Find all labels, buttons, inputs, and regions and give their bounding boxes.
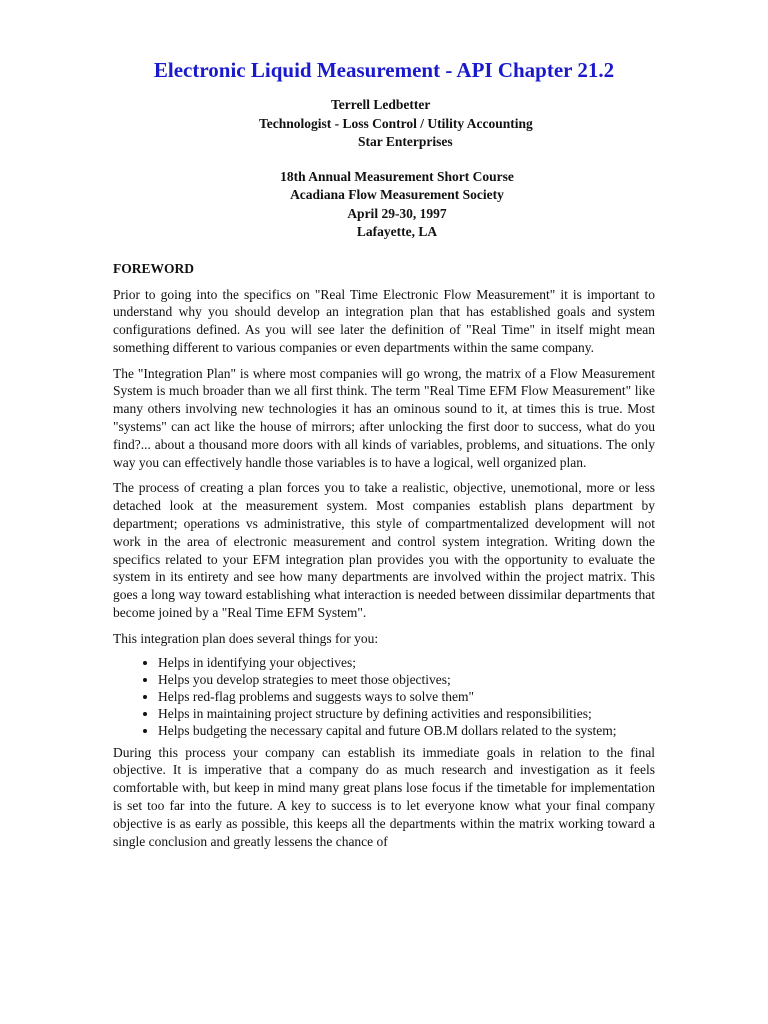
list-item: • Helps budgeting the necessary capital and future OB.M dollars related to the system; [158, 722, 655, 738]
closing-paragraph: During this process your company can establish its immediate goals in relation to the final objective. It is imperative that a company do as much research and investigation as it feels comfortable with, but keep in mind many great plans lose focus if the timetable for implementation is set too far into the future. A key to success is to let everyone know what your final company objective is as early as possible, this keeps all the departments within the matrix working toward a single conclusion and greatly lessens the chance of [113, 744, 655, 849]
paragraph-4: This integration plan does several things for you: [113, 630, 379, 646]
section-heading: FOREWORD [113, 260, 194, 276]
paragraph-2: The "Integration Plan" is where most companies will go wrong, the matrix of a Flow Measurement System is much broader than we all first think. The term "Real Time EFM Flow Measurement" like many others involving new technologies it has an ominous sound to it, at times this is true. Most "systems" can act like the house of mirrors; after unlocking the first door to success, what do you find?... about a thousand more doors with all kinds of variables, problems, and situations. The only way you can effectively handle those variables is to have a logical, well organized plan. [113, 365, 655, 470]
list-item: • Helps in identifying your objectives; [158, 654, 655, 671]
author-company: Star Enterprises [358, 134, 453, 149]
event-society: Acadiana Flow Measurement Society [290, 187, 504, 202]
paragraph-3: The process of creating a plan forces you to take a realistic, objective, unemotional, more or less detached look at the measurement system. Most companies establish plans department by department; operations vs administrative, this style of compartmentalized development will not work in the area of electronic measurement and control system integration. Writing down the specifics related to your EFM integration plan provides you with the opportunity to evaluate the system in its entirety and see how many departments are involved within the project matrix. This goes a long way toward establishing what interaction is needed between dissimilar departments that become joined by a "Real Time EFM System". [113, 480, 655, 621]
list-item: • Helps red-flag problems and suggests ways to solve them" [158, 688, 655, 705]
author-name: Terrell Ledbetter [331, 97, 431, 112]
list-item: • Helps in maintaining project structure by defining activities and responsibilities; [158, 705, 655, 722]
event-location: Lafayette, LA [356, 224, 438, 239]
author-block [113, 96, 655, 152]
document-title: Electronic Liquid Measurement - API Chapter 21.2 [153, 58, 615, 82]
benefits-list [113, 654, 655, 738]
paragraph-1: Prior to going into the specifics on "Real Time Electronic Flow Measurement" it is important to understand why you should develop an integration plan that has established goals and system configurations defined. As you will see later the definition of "Real Time" in itself might mean something different to various companies or even departments within the same company. [113, 286, 655, 355]
event-name: 18th Annual Measurement Short Course [280, 168, 514, 184]
author-position: Technologist - Loss Control / Utility Accounting [259, 115, 533, 131]
list-item: • Helps you develop strategies to meet those objectives; [158, 671, 655, 688]
event-block [113, 168, 655, 242]
document-page [113, 52, 655, 850]
event-date: April 29-30, 1997 [347, 205, 447, 221]
